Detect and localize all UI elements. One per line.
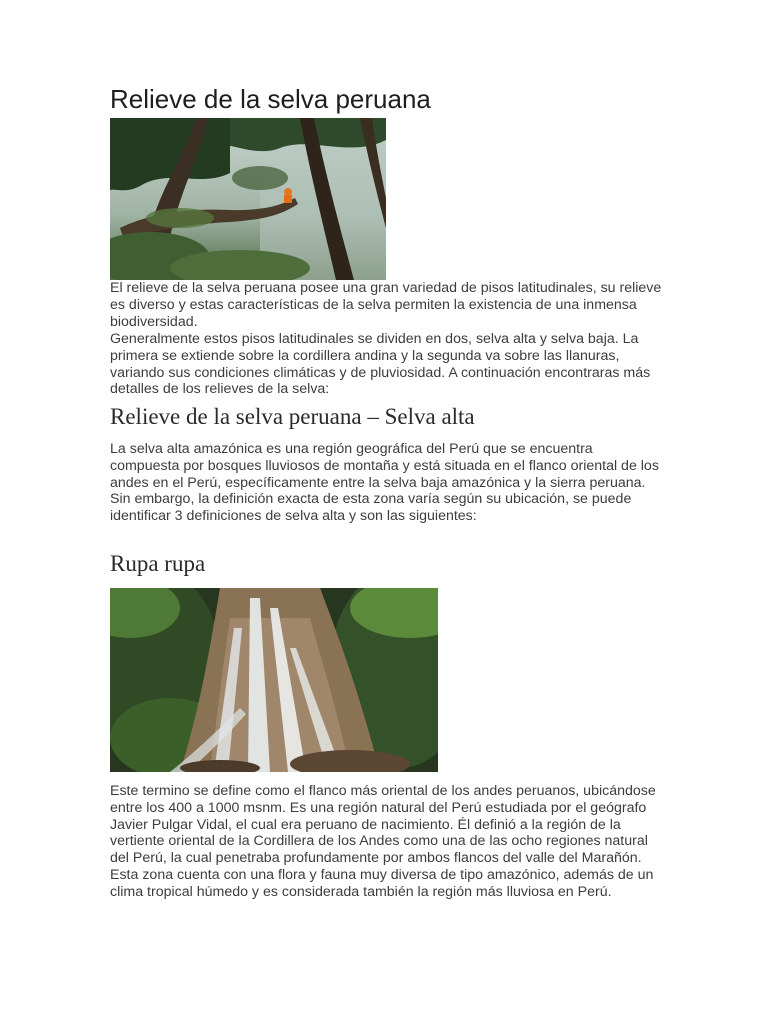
forest-photo <box>110 118 386 280</box>
page-title: Relieve de la selva peruana <box>110 84 431 114</box>
waterfall-photo <box>110 588 438 772</box>
rupa-rupa-heading: Rupa rupa <box>110 551 206 576</box>
selva-alta-heading: Relieve de la selva peruana – Selva alta <box>110 404 475 429</box>
intro-paragraph-2: Generalmente estos pisos latitudinales se dividen en dos, selva alta y selva baja. La primera se extiende sobre la cordillera andina y la segunda va sobre las llanuras, variando sus condiciones climáticas y de pluviosidad. A continuación encontraras más detalles de los relieves de la selva: <box>110 331 651 398</box>
rupa-rupa-paragraph: Este termino se define como el flanco más oriental de los andes peruanos, ubicándose entre los 400 a 1000 msnm. Es una región natural del Perú estudiada por el geógrafo Javier Pulgar Vidal, el cual era peruano de nacimiento. Él definió a la región de la vertiente oriental de la Cordillera de los Andes como una de las ocho regiones natural del Perú, la cual penetraba profundamente por ambos flancos del valle del Marañón. Esta zona cuenta con una flora y fauna muy diversa de tipo amazónico, además de un clima tropical húmedo y es considerada también la región más lluviosa en Perú. <box>110 783 656 900</box>
selva-alta-paragraph: La selva alta amazónica es una región geográfica del Perú que se encuentra compuesta por bosques lluviosos de montaña y está situada en el flanco oriental de los andes en el Perú, específicamente entre la selva baja amazónica y la sierra peruana. Sin embargo, la definición exacta de esta zona varía según su ubicación, se puede identificar 3 definiciones de selva alta y son las siguientes: <box>110 441 659 525</box>
intro-paragraph-1: El relieve de la selva peruana posee una gran variedad de pisos latitudinales, su relieve es diverso y estas características de la selva permiten la existencia de una inmensa biodiversidad. <box>110 280 662 330</box>
